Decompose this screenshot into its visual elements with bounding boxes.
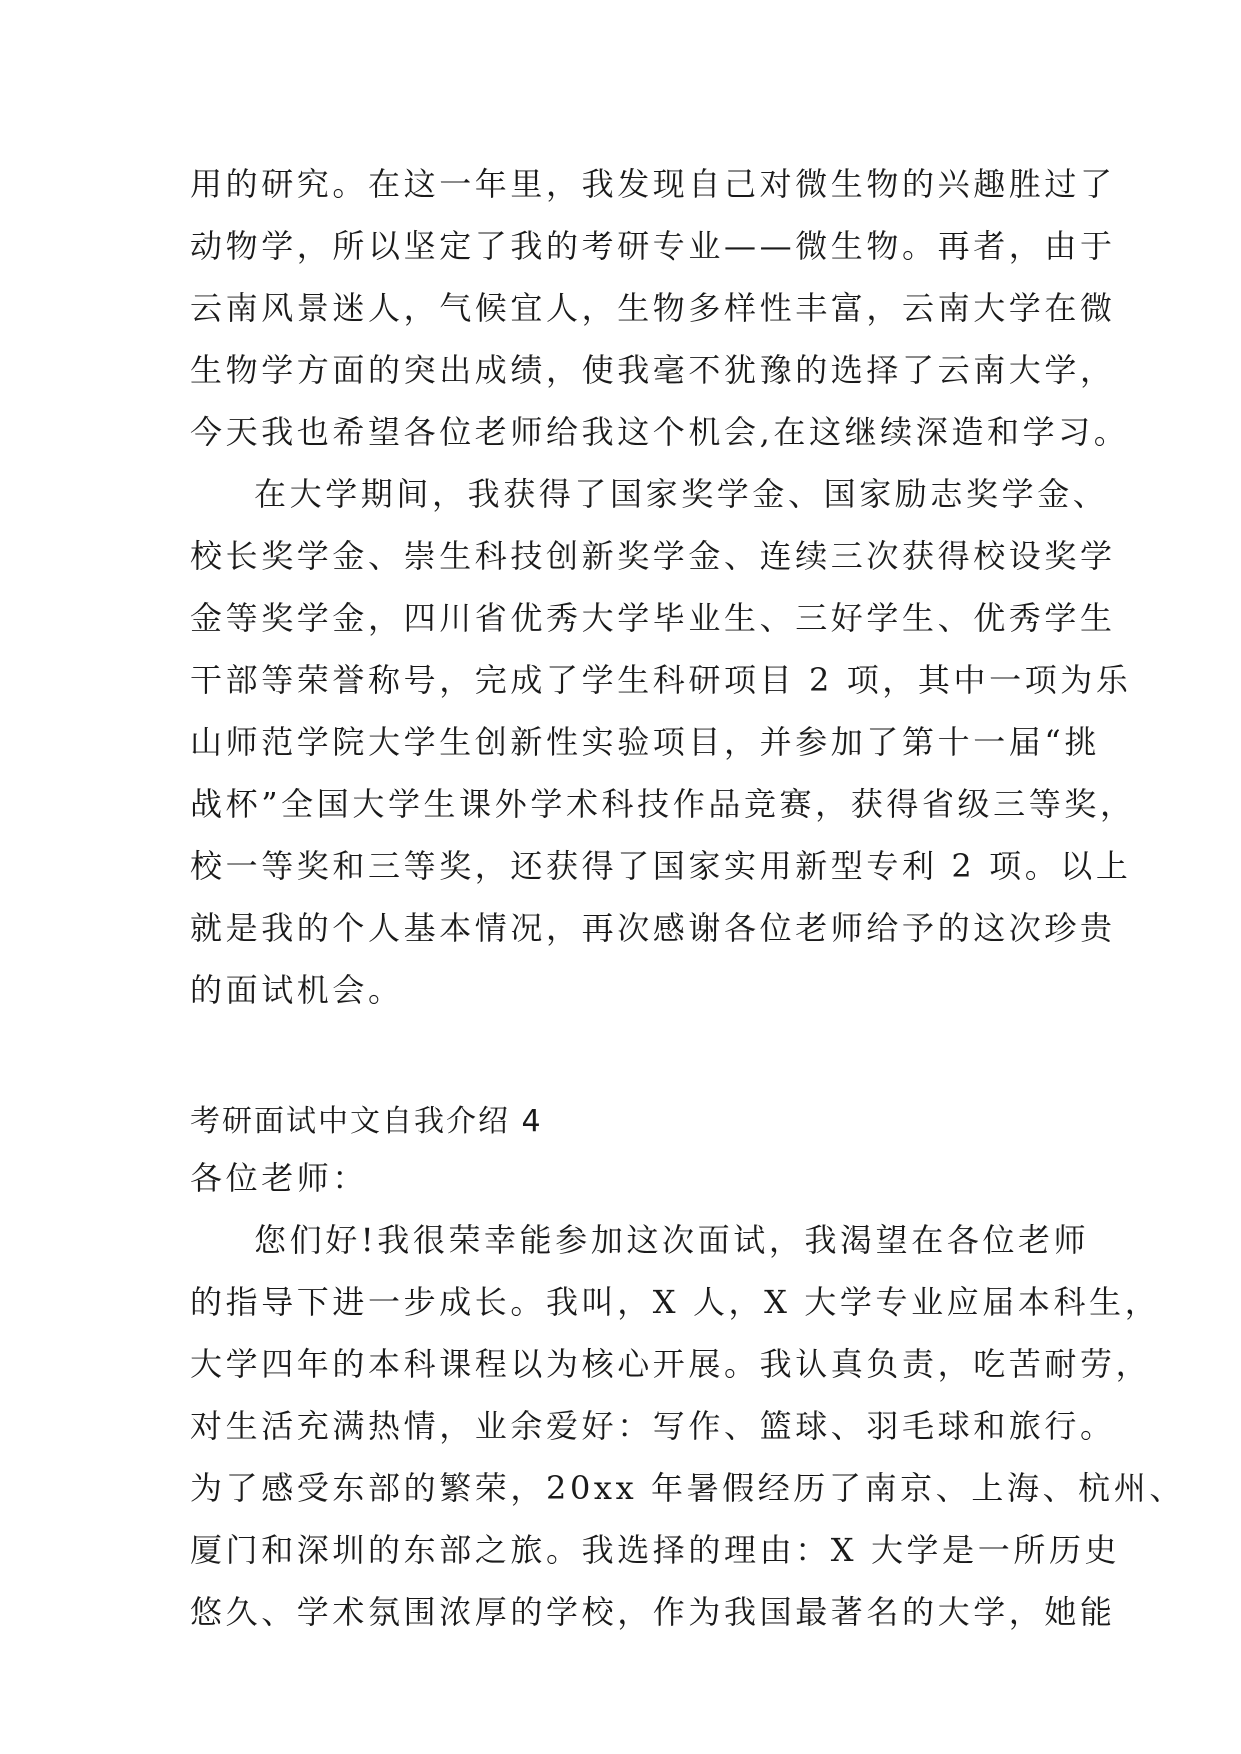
- paragraph-line: 校一等奖和三等奖，还获得了国家实用新型专利 2 项。以上: [190, 847, 1132, 885]
- paragraph-line: 在大学期间，我获得了国家奖学金、国家励志奖学金、: [254, 475, 1109, 513]
- paragraph-line: 动物学，所以坚定了我的考研专业——微生物。再者，由于: [190, 227, 1116, 265]
- paragraph-line: 大学四年的本科课程以为核心开展。我认真负责，吃苦耐劳，: [190, 1345, 1152, 1383]
- section-title: 考研面试中文自我介绍 4: [190, 1104, 543, 1139]
- paragraph-line: 厦门和深圳的东部之旅。我选择的理由：X 大学是一所历史: [190, 1531, 1121, 1569]
- paragraph-line: 战杯”全国大学生课外学术科技作品竞赛，获得省级三等奖，: [190, 785, 1136, 823]
- paragraph-line: 对生活充满热情，业余爱好：写作、篮球、羽毛球和旅行。: [190, 1407, 1116, 1445]
- paragraph-line: 校长奖学金、崇生科技创新奖学金、连续三次获得校设奖学: [190, 537, 1116, 575]
- paragraph-line: 今天我也希望各位老师给我这个机会,在这继续深造和学习。: [190, 413, 1130, 451]
- paragraph-line: 山师范学院大学生创新性实验项目，并参加了第十一届“挑: [190, 723, 1100, 761]
- paragraph-line: 云南风景迷人，气候宜人，生物多样性丰富，云南大学在微: [190, 289, 1116, 327]
- paragraph-line: 干部等荣誉称号，完成了学生科研项目 2 项，其中一项为乐: [190, 661, 1132, 699]
- paragraph-line: 就是我的个人基本情况，再次感谢各位老师给予的这次珍贵: [190, 909, 1116, 947]
- salutation: 各位老师：: [190, 1159, 369, 1197]
- paragraph-line: 金等奖学金，四川省优秀大学毕业生、三好学生、优秀学生: [190, 599, 1116, 637]
- paragraph-line: 您们好!我很荣幸能参加这次面试，我渴望在各位老师: [254, 1221, 1090, 1259]
- paragraph-line: 悠久、学术氛围浓厚的学校，作为我国最著名的大学，她能: [190, 1593, 1116, 1631]
- paragraph-line: 生物学方面的突出成绩，使我毫不犹豫的选择了云南大学，: [190, 351, 1116, 389]
- paragraph-line: 用的研究。在这一年里，我发现自己对微生物的兴趣胜过了: [190, 165, 1116, 203]
- paragraph-line: 的指导下进一步成长。我叫，X 人，X 大学专业应届本科生，: [190, 1283, 1161, 1321]
- paragraph-line: 的面试机会。: [190, 971, 404, 1009]
- paragraph-line: 为了感受东部的繁荣，20xx 年暑假经历了南京、上海、杭州、: [190, 1469, 1185, 1507]
